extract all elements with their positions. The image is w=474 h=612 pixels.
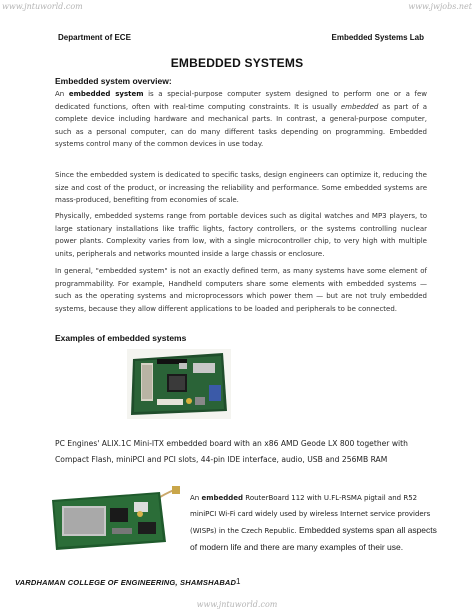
header-department: Department of ECE (58, 33, 131, 42)
page-title: EMBEDDED SYSTEMS (170, 56, 304, 70)
routerboard-image (48, 484, 184, 554)
watermark-bottom: www.jntuworld.com (196, 600, 278, 609)
routerboard-caption: An embedded RouterBoard 112 with U.FL-RSMA pigtail and R52 miniPCI Wi-Fi card widely used by wireless Internet service providers (WISPs) in the Czech Republic. Embedded systems span all aspects of modern life and there are many examples of their use. (190, 494, 437, 552)
watermark-top-right: www.jwjobs.net (408, 2, 472, 11)
header-lab: Embedded Systems Lab (331, 33, 424, 42)
embedded-system-term: embedded system (68, 90, 144, 98)
overview-paragraph-4: In general, "embedded system" is not an exactly defined term, as many systems have some element of programmability. For example, Handheld computers share some elements with embedded systems — such as the operating systems and microprocessors which power them — but are not truly embedded systems, because they allow different applications to be loaded and peripherals to be connected. (55, 267, 427, 313)
overview-heading: Embedded system overview: (55, 76, 172, 86)
watermark-top-left: www.jntuworld.com (2, 2, 83, 11)
examples-heading: Examples of embedded systems (55, 333, 187, 343)
overview-paragraph-3: Physically, embedded systems range from portable devices such as digital watches and MP3 players, to large stationary installations like traffic lights, factory controllers, or the systems controlling nuclear power plants. Complexity varies from low, with a single microcontroller chip, to very high with multiple units, peripherals and networks mounted inside a large chassis or enclosure. (55, 212, 427, 258)
alix-board-caption: PC Engines' ALIX.1C Mini-ITX embedded board with an x86 AMD Geode LX 800 together with Compact Flash, miniPCI and PCI slots, 44-pin IDE interface, audio, USB and 256MB RAM (55, 439, 408, 464)
overview-paragraph-1: An embedded system is a special-purpose computer system designed to perform one or a few dedicated functions, often with real-time computing constraints. It is usually embedded as part of a complete device including hardware and mechanical parts. In contrast, a general-purpose computer, such as a personal computer, can do many different tasks depending on programming. Embedded systems control many of the common devices in use today. (55, 90, 427, 148)
footer-college: VARDHAMAN COLLEGE OF ENGINEERING, SHAMSHABAD (15, 578, 237, 587)
alix-board-image (127, 349, 231, 419)
overview-paragraph-2: Since the embedded system is dedicated to specific tasks, design engineers can optimize it, reducing the size and cost of the product, or increasing the reliability and performance. Some embedded systems are mass-produced, benefiting from economies of scale. (55, 171, 427, 204)
page-number: 1 (236, 577, 241, 586)
embedded-term: embedded (201, 494, 244, 502)
